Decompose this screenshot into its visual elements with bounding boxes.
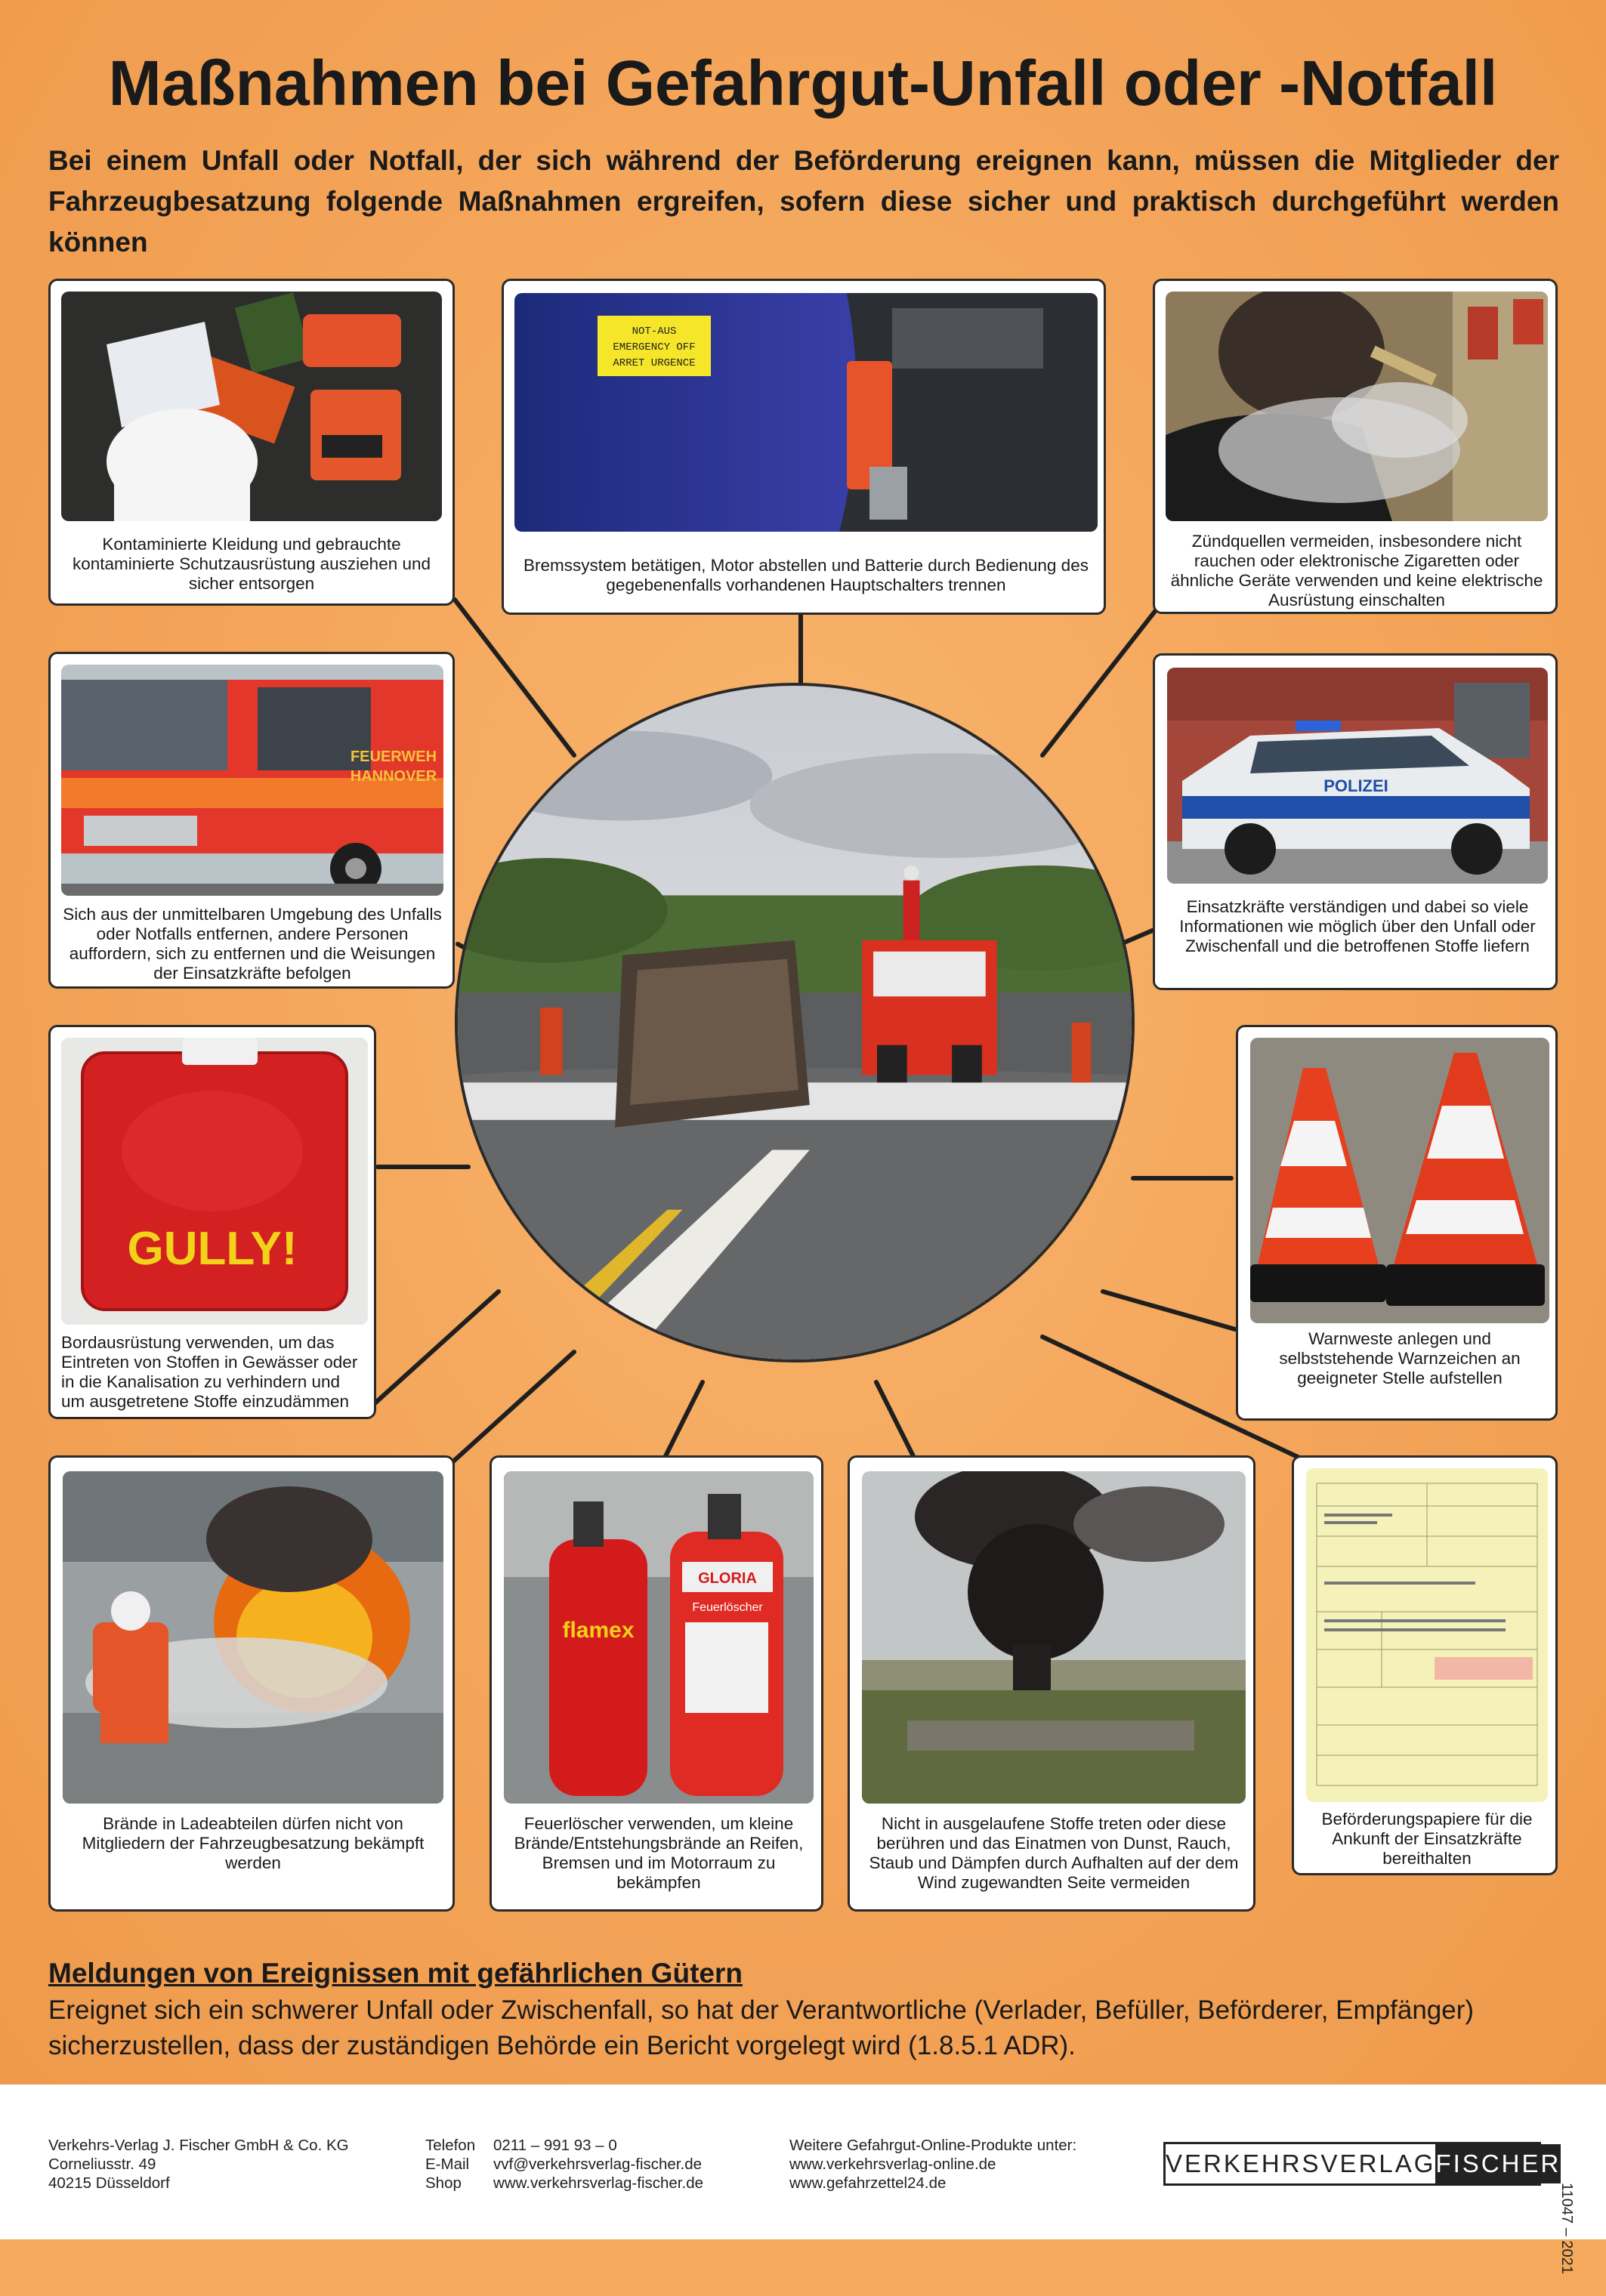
measure-card-warning (1236, 1025, 1558, 1421)
company-city: 40215 Düsseldorf (48, 2174, 170, 2192)
protective-gear-photo (61, 292, 442, 521)
measure-card-clothing (48, 279, 455, 606)
company-street: Corneliusstr. 49 (48, 2156, 156, 2173)
phone-value: 0211 – 991 93 – 0 (493, 2137, 617, 2154)
police-text: POLIZEI (1323, 776, 1388, 795)
caption-documents: Beförderungspapiere für die Ankunft der Einsatzkräfte bereithalten (1321, 1810, 1533, 1868)
caption-warning: Warnweste anlegen und selbststehende Warnzeichen an geeigneter Stelle aufstellen (1279, 1329, 1521, 1387)
report-text: Ereignet sich ein schwerer Unfall oder Zwischenfall, so hat der Verantwortliche (Verlader, Befüller, Beförderer, Empfänger) sicherzustellen, dass der zuständigen Behörde ein Bericht vorgelegt wird (1.8.5.1 ADR). (48, 1995, 1475, 2060)
traffic-cones-photo (1250, 1038, 1549, 1323)
phone-label: Telefon (425, 2137, 476, 2154)
firefighter-photo (63, 1471, 443, 1804)
product-code: 11047 – 2021 (1558, 2183, 1575, 2274)
measure-card-documents (1292, 1455, 1558, 1875)
extinguisher-label: Feuerlöscher (692, 1601, 763, 1614)
smoke-cloud-photo (862, 1471, 1246, 1804)
notaus-line-2: EMERGENCY OFF (613, 341, 696, 353)
caption-cargo-fire: Brände in Ladeabteilen dürfen nicht von Mitgliedern der Fahrzeugbesatzung bekämpft werden (82, 1814, 425, 1872)
more-products-title: Weitere Gefahrgut-Online-Produkte unter: (789, 2137, 1077, 2154)
fire-dept-text-2: HANNOVER (350, 768, 437, 785)
caption-evacuate: Sich aus der unmittelbaren Umgebung des Unfalls oder Notfalls entfernen, andere Personen auffordern, sich zu entfernen und die Weisungen der Einsatzkräfte befolgen (63, 905, 442, 983)
shop-label: Shop (425, 2174, 462, 2192)
police-car-photo (1167, 668, 1548, 884)
page-title: Maßnahmen bei Gefahrgut-Unfall oder -Notfall (108, 48, 1498, 119)
company-name: Verkehrs-Verlag J. Fischer GmbH & Co. KG (48, 2137, 349, 2154)
logo-text-left: VERKEHRSVERLAG (1166, 2149, 1436, 2177)
email-label: E-Mail (425, 2156, 470, 2173)
intro-text: Bei einem Unfall oder Notfall, der sich während der Beförderung ereignen kann, müssen die Mitglieder der Fahrzeugbesatzung folgende Maßnahmen ergreifen, sofern diese sicher und praktisch durchgeführt werden können (48, 145, 1559, 258)
caption-ignition: Zündquellen vermeiden, insbesondere nicht rauchen oder elektronische Zigaretten oder ähnliche Geräte verwenden und keine elektrische Ausrüstung einschalten (1170, 532, 1543, 609)
emergency-switch-photo (514, 293, 1098, 532)
footer-company (48, 2136, 349, 2193)
footer-contact (425, 2136, 703, 2193)
caption-equipment: Bordausrüstung verwenden, um das Eintreten von Stoffen in Gewässer oder in die Kanalisation zu verhindern und um ausgetretene Stoffe einzudämmen (61, 1333, 358, 1411)
gloria-text: GLORIA (698, 1570, 757, 1587)
report-heading: Meldungen von Ereignissen mit gefährlichen Gütern (48, 1958, 743, 1989)
flamex-text: flamex (562, 1618, 635, 1643)
drain-cover-photo (61, 1038, 368, 1325)
caption-extinguisher: Feuerlöscher verwenden, um kleine Brände/Entstehungsbrände an Reifen, Bremsen und im Motorraum zu bekämpfen (514, 1814, 804, 1892)
caption-notify: Einsatzkräfte verständigen und dabei so viele Informationen wie möglich über den Unfall oder Zwischenfall und die betroffenen Stoffe liefern (1179, 897, 1536, 955)
footer-more (789, 2136, 1076, 2193)
measure-card-equipment (48, 1025, 376, 1419)
gully-text: GULLY! (127, 1223, 298, 1275)
more-link-2[interactable]: www.gefahrzettel24.de (789, 2174, 947, 2192)
measure-card-notify (1153, 653, 1558, 990)
transport-document-photo (1306, 1468, 1548, 1802)
fire-extinguisher-photo (504, 1471, 814, 1804)
more-link-1[interactable]: www.verkehrsverlag-online.de (789, 2156, 996, 2173)
caption-clothing: Kontaminierte Kleidung und gebrauchte kontaminierte Schutzausrüstung ausziehen und sicher entsorgen (72, 535, 431, 593)
fire-truck-photo (61, 665, 443, 896)
notaus-line-1: NOT-AUS (632, 326, 677, 338)
measure-card-evacuate (48, 652, 455, 989)
publisher-logo (1163, 2142, 1561, 2186)
shop-link[interactable]: www.verkehrsverlag-fischer.de (493, 2174, 703, 2192)
measure-card-substances (848, 1455, 1255, 1912)
email-link[interactable]: vvf@verkehrsverlag-fischer.de (493, 2156, 703, 2173)
accident-scene-photo (455, 683, 1135, 1362)
fire-dept-text-1: FEUERWEH (350, 748, 437, 765)
measure-card-cargo-fire (48, 1455, 455, 1912)
measure-card-ignition (1153, 279, 1558, 614)
logo-text-right: FISCHER (1435, 2144, 1561, 2183)
caption-brake: Bremssystem betätigen, Motor abstellen und Batterie durch Bedienung des gegebenenfalls vorhandenen Hauptschalters trennen (523, 556, 1089, 594)
measure-card-brake (502, 279, 1106, 615)
caption-substances: Nicht in ausgelaufene Stoffe treten oder diese berühren und das Einatmen von Dunst, Rauch, Staub und Dämpfen durch Aufhalten auf der dem Wind zugewandten Seite vermeiden (869, 1814, 1239, 1892)
notaus-line-3: ARRET URGENCE (613, 357, 696, 369)
e-cigarette-photo (1166, 292, 1548, 521)
measure-card-extinguisher (490, 1455, 823, 1912)
